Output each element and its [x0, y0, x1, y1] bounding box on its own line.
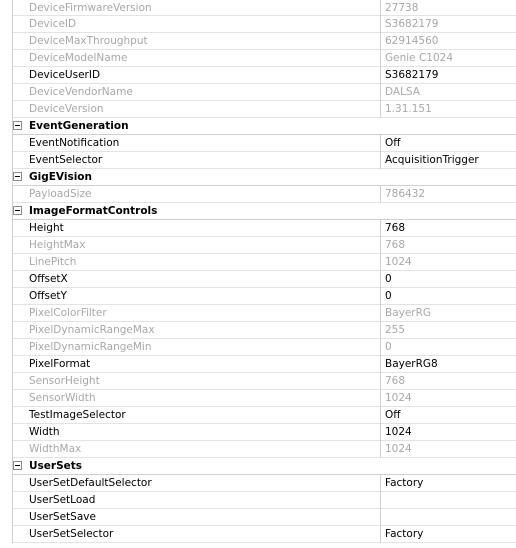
property-name: WidthMax: [29, 443, 82, 455]
column-divider: [380, 135, 381, 152]
property-value: Genie C1024: [385, 52, 454, 64]
property-value: 1024: [385, 256, 412, 268]
property-value: 27738: [385, 2, 419, 14]
property-row-height-max[interactable]: [0, 237, 516, 254]
property-name: SensorWidth: [29, 392, 96, 404]
category-label: EventGeneration: [29, 120, 129, 132]
row-gutter: [0, 84, 13, 101]
property-value: 768: [385, 375, 406, 387]
property-name: PixelDynamicRangeMin: [29, 341, 152, 353]
column-divider: [380, 407, 381, 424]
column-divider: [380, 101, 381, 118]
property-name: UserSetDefaultSelector: [29, 477, 152, 489]
column-divider: [380, 509, 381, 526]
property-row-event-selector[interactable]: [0, 152, 516, 169]
property-row-pixel-format[interactable]: [0, 356, 516, 373]
property-name: LinePitch: [29, 256, 77, 268]
category-user-sets[interactable]: [0, 458, 516, 475]
column-divider: [380, 492, 381, 509]
collapse-icon[interactable]: [13, 206, 22, 215]
column-divider: [380, 424, 381, 441]
property-value[interactable]: Off: [385, 137, 401, 149]
property-row-user-set-load[interactable]: [0, 492, 516, 509]
property-value[interactable]: BayerRG8: [385, 358, 438, 370]
collapse-icon[interactable]: [13, 461, 22, 470]
property-name: PixelFormat: [29, 358, 91, 370]
row-gutter: [0, 526, 13, 543]
property-name: EventNotification: [29, 137, 120, 149]
column-divider: [380, 33, 381, 50]
column-divider: [380, 271, 381, 288]
property-value: 786432: [385, 188, 426, 200]
property-row-offset-y[interactable]: [0, 288, 516, 305]
property-row-device-user-id[interactable]: [0, 67, 516, 84]
row-gutter: [0, 186, 13, 203]
property-value[interactable]: [385, 509, 516, 525]
property-value: BayerRG: [385, 307, 432, 319]
row-gutter: [0, 441, 13, 458]
row-gutter: [0, 424, 13, 441]
property-name: PixelDynamicRangeMax: [29, 324, 155, 336]
property-value: 62914560: [385, 35, 439, 47]
category-gig-e-vision[interactable]: [0, 169, 516, 186]
row-gutter: [0, 373, 13, 390]
property-row-width-max[interactable]: [0, 441, 516, 458]
row-gutter: [0, 169, 13, 186]
column-divider: [380, 50, 381, 67]
property-name: PixelColorFilter: [29, 307, 107, 319]
column-divider: [380, 0, 381, 16]
property-row-device-model-name[interactable]: [0, 50, 516, 67]
property-value: 768: [385, 239, 406, 251]
row-gutter: [0, 407, 13, 424]
property-name: UserSetLoad: [29, 494, 96, 506]
column-divider: [380, 84, 381, 101]
column-divider: [380, 186, 381, 203]
column-divider: [380, 390, 381, 407]
property-value[interactable]: 0: [385, 290, 392, 302]
category-event-generation[interactable]: [0, 118, 516, 135]
property-row-device-firmware-version[interactable]: [0, 0, 516, 16]
property-row-device-vendor-name[interactable]: [0, 84, 516, 101]
column-divider: [380, 152, 381, 169]
property-row-payload-size[interactable]: [0, 186, 516, 203]
property-row-offset-x[interactable]: [0, 271, 516, 288]
row-gutter: [0, 135, 13, 152]
collapse-icon[interactable]: [13, 172, 22, 181]
property-row-sensor-height[interactable]: [0, 373, 516, 390]
property-row-height[interactable]: [0, 220, 516, 237]
column-divider: [380, 254, 381, 271]
property-value: S3682179: [385, 18, 439, 30]
column-divider: [380, 305, 381, 322]
row-gutter: [0, 390, 13, 407]
property-name: Width: [29, 426, 60, 438]
property-row-user-set-default-selector[interactable]: [0, 475, 516, 492]
column-divider: [380, 288, 381, 305]
category-image-format-controls[interactable]: [0, 203, 516, 220]
row-gutter: [0, 458, 13, 475]
property-value[interactable]: 0: [385, 273, 392, 285]
row-gutter: [0, 254, 13, 271]
property-name: UserSetSave: [29, 511, 96, 523]
property-name: DeviceModelName: [29, 52, 128, 64]
property-name: DeviceFirmwareVersion: [29, 2, 152, 14]
property-row-pixel-color-filter[interactable]: [0, 305, 516, 322]
property-value: 0: [385, 341, 392, 353]
property-name: DeviceMaxThroughput: [29, 35, 148, 47]
property-value[interactable]: 1024: [385, 426, 412, 438]
row-gutter: [0, 33, 13, 50]
property-name: DeviceUserID: [29, 69, 101, 81]
column-divider: [380, 322, 381, 339]
row-gutter: [0, 339, 13, 356]
property-row-pixel-dynamic-range-max[interactable]: [0, 322, 516, 339]
row-gutter: [0, 0, 13, 16]
property-name: SensorHeight: [29, 375, 100, 387]
property-value[interactable]: Factory: [385, 528, 424, 540]
property-name: Height: [29, 222, 64, 234]
column-divider: [380, 356, 381, 373]
row-gutter: [0, 356, 13, 373]
property-row-device-max-throughput[interactable]: [0, 33, 516, 50]
property-row-line-pitch[interactable]: [0, 254, 516, 271]
column-divider: [380, 441, 381, 458]
property-value[interactable]: S3682179: [385, 69, 439, 81]
property-name: DeviceID: [29, 18, 77, 30]
property-value: DALSA: [385, 86, 420, 98]
property-row-user-set-save[interactable]: [0, 509, 516, 526]
column-divider: [380, 526, 381, 543]
property-value[interactable]: [385, 492, 516, 508]
property-row-device-id[interactable]: [0, 16, 516, 33]
column-divider: [380, 220, 381, 237]
property-row-pixel-dynamic-range-min[interactable]: [0, 339, 516, 356]
property-value: 1024: [385, 392, 412, 404]
property-value[interactable]: Factory: [385, 477, 424, 489]
property-name: DeviceVendorName: [29, 86, 133, 98]
row-gutter: [0, 16, 13, 33]
category-label: GigEVision: [29, 171, 92, 183]
property-row-event-notification[interactable]: [0, 135, 516, 152]
row-gutter: [0, 322, 13, 339]
property-name: EventSelector: [29, 154, 103, 166]
property-name: HeightMax: [29, 239, 86, 251]
row-gutter: [0, 509, 13, 526]
column-divider: [380, 373, 381, 390]
column-divider: [380, 67, 381, 84]
property-name: TestImageSelector: [29, 409, 126, 421]
row-gutter: [0, 220, 13, 237]
row-gutter: [0, 67, 13, 84]
row-gutter: [0, 118, 13, 135]
row-gutter: [0, 288, 13, 305]
row-gutter: [0, 305, 13, 322]
collapse-icon[interactable]: [13, 121, 22, 130]
property-value: 1024: [385, 443, 412, 455]
row-gutter: [0, 271, 13, 288]
row-gutter: [0, 203, 13, 220]
row-gutter: [0, 50, 13, 67]
column-divider: [380, 16, 381, 33]
property-row-user-set-selector[interactable]: [0, 526, 516, 543]
property-row-device-version[interactable]: [0, 101, 516, 118]
column-divider: [380, 339, 381, 356]
category-label: UserSets: [29, 460, 83, 472]
property-row-sensor-width[interactable]: [0, 390, 516, 407]
row-gutter: [0, 237, 13, 254]
category-label: ImageFormatControls: [29, 205, 158, 217]
property-value: 255: [385, 324, 406, 336]
property-value[interactable]: Off: [385, 409, 401, 421]
column-divider: [380, 475, 381, 492]
property-name: OffsetY: [29, 290, 67, 302]
property-row-width[interactable]: [0, 424, 516, 441]
property-name: PayloadSize: [29, 188, 92, 200]
property-name: OffsetX: [29, 273, 68, 285]
property-value: 1.31.151: [385, 103, 432, 115]
property-name: UserSetSelector: [29, 528, 114, 540]
property-value[interactable]: AcquisitionTrigger: [385, 154, 479, 166]
property-row-test-image-selector[interactable]: [0, 407, 516, 424]
property-value[interactable]: 768: [385, 222, 406, 234]
row-gutter: [0, 475, 13, 492]
row-gutter: [0, 101, 13, 118]
row-gutter: [0, 152, 13, 169]
column-divider: [380, 237, 381, 254]
row-gutter: [0, 492, 13, 509]
property-name: DeviceVersion: [29, 103, 104, 115]
